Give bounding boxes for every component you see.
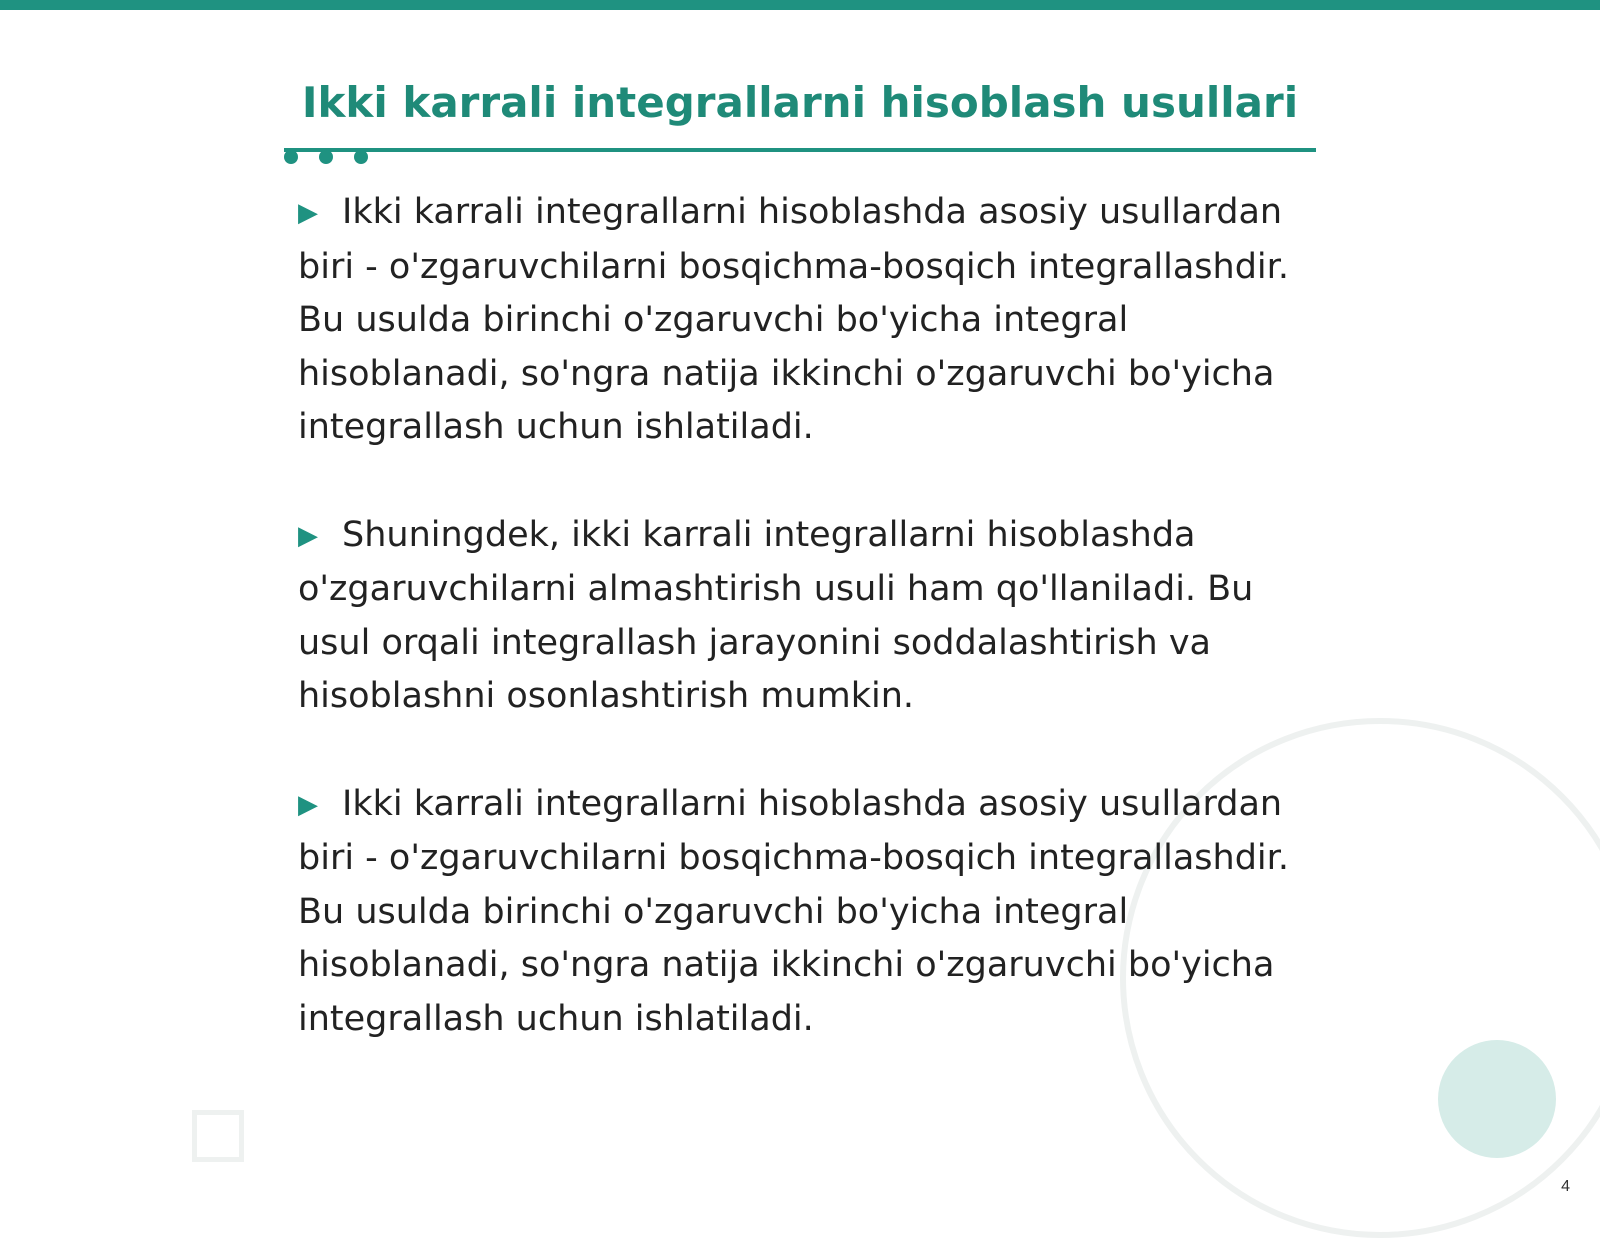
top-accent-bar xyxy=(0,0,1600,10)
paragraph-text: Ikki karrali integrallarni hisoblashda asosiy usullardan biri - o'zgaruvchilarni bosqichma-bosqich integrallashdir. Bu usulda birinchi o'zgaruvchi bo'yicha integral hisoblanadi, so'ngra natija ikkinchi o'zgaruvchi bo'yicha integrallash uchun ishlatiladi. xyxy=(298,783,1289,1039)
slide-body xyxy=(298,186,1308,1100)
decor-dot xyxy=(354,150,368,164)
paragraph-text: Shuningdek, ikki karrali integrallarni hisoblashda o'zgaruvchilarni almashtirish usuli ham qo'llaniladi. Bu usul orqali integrallash jarayonini soddalashtirish va hisoblashni osonlashtirish mumkin. xyxy=(298,514,1254,716)
bullet-paragraph-2 xyxy=(298,509,1308,724)
bullet-paragraph-1 xyxy=(298,186,1308,455)
title-dots-decoration xyxy=(284,150,384,168)
bullet-paragraph-3 xyxy=(298,778,1308,1047)
page-number: 4 xyxy=(1561,1178,1570,1195)
decorative-circle xyxy=(1438,1040,1556,1158)
bullet-arrow-icon: ▶ xyxy=(298,789,318,820)
decorative-square xyxy=(192,1110,244,1162)
bullet-arrow-icon: ▶ xyxy=(298,198,318,228)
paragraph-text: Ikki karrali integrallarni hisoblashda asosiy usullardan biri - o'zgaruvchilarni bosqichma-bosqich integrallashdir. Bu usulda birinchi o'zgaruvchi bo'yicha integral hisoblanadi, so'ngra natija ikkinchi o'zgaruvchi bo'yicha integrallash uchun ishlatiladi. xyxy=(298,192,1289,447)
title-underline xyxy=(284,148,1316,152)
slide-title: Ikki karrali integrallarni hisoblash usullari xyxy=(301,78,1299,127)
bullet-arrow-icon: ▶ xyxy=(298,520,318,551)
decor-dot xyxy=(284,150,298,164)
decor-dot xyxy=(319,150,333,164)
